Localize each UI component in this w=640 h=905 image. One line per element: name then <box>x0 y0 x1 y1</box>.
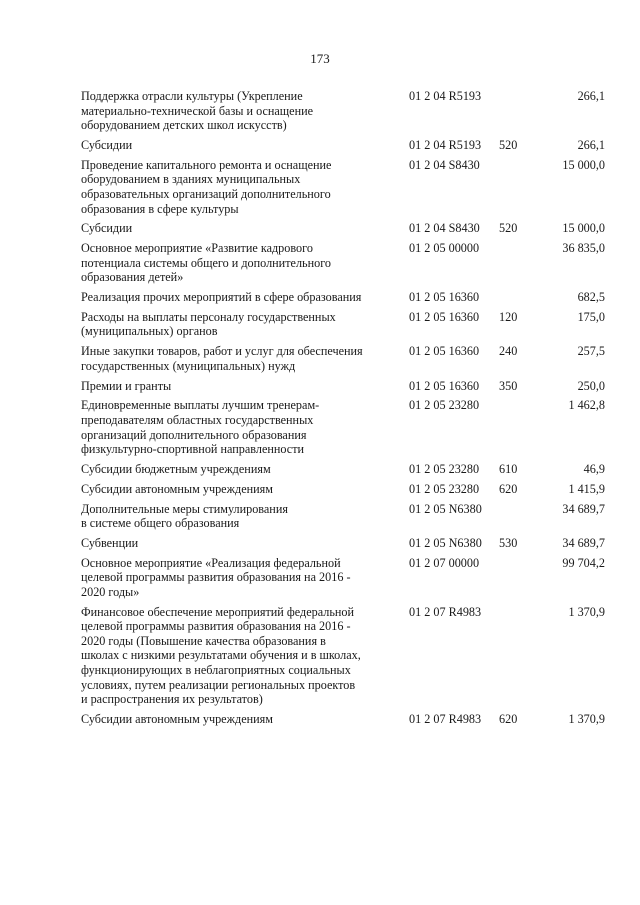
expense-name: Субсидии автономным учреждениям <box>81 711 273 726</box>
table-row <box>81 379 605 394</box>
table-row <box>81 556 605 600</box>
target-article-code: 01 2 04 S8430 <box>409 157 480 172</box>
amount: 15 000,0 <box>562 157 605 172</box>
target-article-code: 01 2 05 23280 <box>409 481 480 496</box>
amount: 266,1 <box>577 137 605 152</box>
amount: 46,9 <box>583 461 605 476</box>
expense-name: Финансовое обеспечение мероприятий федеральной целевой программы развития образования на 2016 - 2020 годы (Повышение качества образования в школах с низкими результатами обучения и в школах, функционирующих в неблагоприятных социальных условиях, путем реализации региональных проектов и распространения их результатов) <box>81 604 361 707</box>
target-article-code: 01 2 07 R4983 <box>409 711 482 726</box>
table-row <box>81 462 605 477</box>
expense-name: Реализация прочих мероприятий в сфере образования <box>81 290 362 305</box>
expense-type-code: 120 <box>499 309 518 324</box>
target-article-code: 01 2 04 S8430 <box>409 221 480 236</box>
expense-name: Субсидии бюджетным учреждениям <box>81 461 271 476</box>
budget-table <box>81 89 605 732</box>
expense-name: Расходы на выплаты персоналу государственных (муниципальных) органов <box>81 309 336 339</box>
page-number: 173 <box>310 51 330 66</box>
expense-name: Единовременные выплаты лучшим тренерам- преподавателям областных государственных организаций дополнительного образования физкультурно-спортивной направленности <box>81 398 320 457</box>
expense-type-code: 610 <box>499 461 518 476</box>
target-article-code: 01 2 05 N6380 <box>409 535 482 550</box>
expense-type-code: 350 <box>499 378 518 393</box>
target-article-code: 01 2 05 16360 <box>409 378 480 393</box>
target-article-code: 01 2 07 R4983 <box>409 604 482 619</box>
table-row <box>81 241 605 285</box>
expense-name: Основное мероприятие «Реализация федеральной целевой программы развития образования на 2016 - 2020 годы» <box>81 555 351 599</box>
amount: 682,5 <box>577 290 605 305</box>
amount: 1 370,9 <box>568 711 605 726</box>
expense-type-code: 620 <box>499 711 518 726</box>
amount: 266,1 <box>577 89 605 103</box>
target-article-code: 01 2 05 23280 <box>409 461 480 476</box>
table-row <box>81 89 605 133</box>
amount: 99 704,2 <box>562 555 605 570</box>
target-article-code: 01 2 07 00000 <box>409 555 480 570</box>
target-article-code: 01 2 05 16360 <box>409 309 480 324</box>
expense-name: Проведение капитального ремонта и оснащение оборудованием в зданиях муниципальных образовательных организаций дополнительного образования в сфере культуры <box>81 157 332 216</box>
expense-type-code: 240 <box>499 344 518 359</box>
table-row <box>81 290 605 305</box>
table-row <box>81 138 605 153</box>
expense-name: Субсидии <box>81 137 133 152</box>
expense-type-code: 530 <box>499 535 518 550</box>
amount: 34 689,7 <box>562 501 605 516</box>
target-article-code: 01 2 04 R5193 <box>409 137 482 152</box>
amount: 34 689,7 <box>562 535 605 550</box>
target-article-code: 01 2 05 00000 <box>409 241 480 256</box>
table-row <box>81 310 605 339</box>
amount: 257,5 <box>577 344 605 359</box>
target-article-code: 01 2 05 N6380 <box>409 501 482 516</box>
table-row <box>81 344 605 373</box>
expense-name: Субсидии <box>81 221 133 236</box>
amount: 1 462,8 <box>568 398 605 413</box>
target-article-code: 01 2 04 R5193 <box>409 89 482 103</box>
expense-name: Дополнительные меры стимулирования в системе общего образования <box>81 501 288 531</box>
expense-name: Иные закупки товаров, работ и услуг для обеспечения государственных (муниципальных) нужд <box>81 344 363 373</box>
expense-type-code: 520 <box>499 137 518 152</box>
amount: 15 000,0 <box>562 221 605 236</box>
amount: 1 415,9 <box>568 481 605 496</box>
table-row <box>81 605 605 707</box>
table-row <box>81 482 605 497</box>
table-row <box>81 221 605 236</box>
amount: 36 835,0 <box>562 241 605 256</box>
amount: 250,0 <box>577 378 605 393</box>
expense-type-code: 620 <box>499 481 518 496</box>
amount: 175,0 <box>577 309 605 324</box>
expense-name: Поддержка отрасли культуры (Укрепление материально-технической базы и оснащение оборудованием детских школ искусств) <box>81 89 314 133</box>
table-row <box>81 536 605 551</box>
table-row <box>81 712 605 727</box>
amount: 1 370,9 <box>568 604 605 619</box>
table-row <box>81 398 605 456</box>
table-row <box>81 502 605 531</box>
expense-name: Основное мероприятие «Развитие кадрового потенциала системы общего и дополнительного образования детей» <box>81 241 331 285</box>
expense-name: Премии и гранты <box>81 378 172 393</box>
target-article-code: 01 2 05 16360 <box>409 290 480 305</box>
expense-type-code: 520 <box>499 221 518 236</box>
expense-name: Субсидии автономным учреждениям <box>81 481 273 496</box>
expense-name: Субвенции <box>81 535 139 550</box>
target-article-code: 01 2 05 23280 <box>409 398 480 413</box>
target-article-code: 01 2 05 16360 <box>409 344 480 359</box>
table-row <box>81 158 605 216</box>
